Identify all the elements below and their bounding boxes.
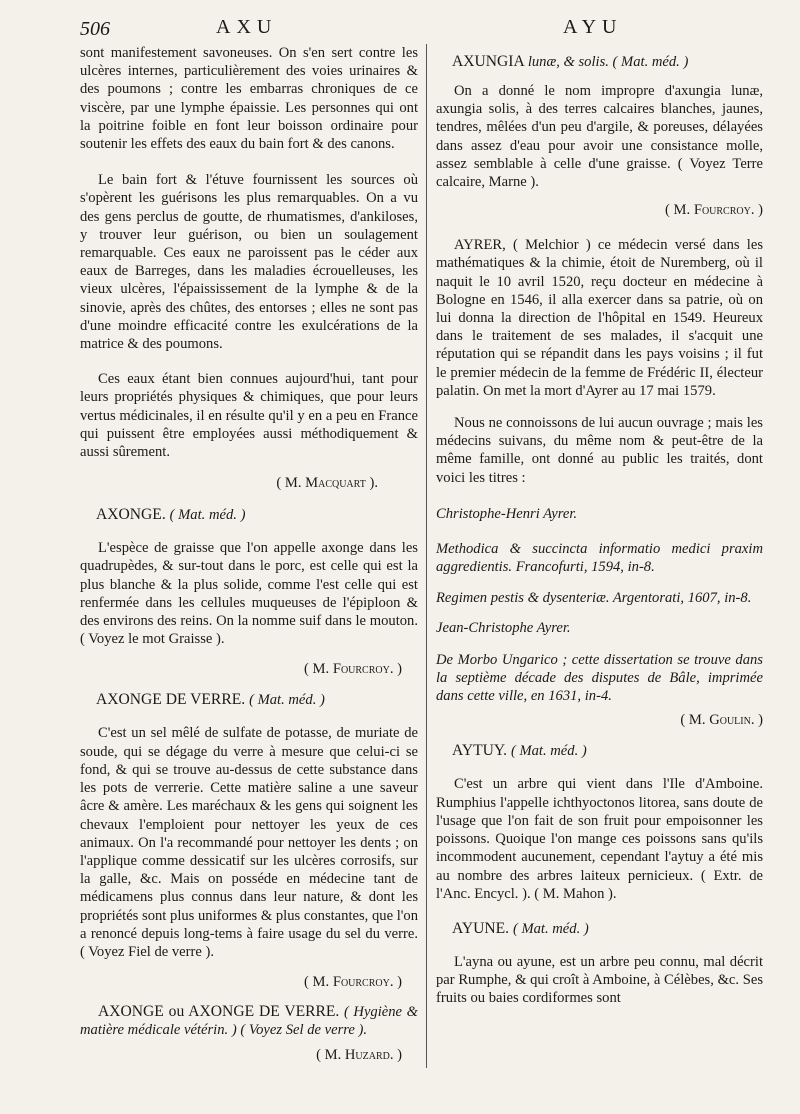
paragraph: L'espèce de graisse que l'on appelle axonge dans les quadrupèdes, & sur-tout dans le porc, est celle qui est la plus blanche & la plus solide, comme l'est celle qui est renfermée dans les cellules muqueuses de l'épiploon & des environs des reins. On la nomme suif dans le mouton. ( Voyez le mot Graisse ). (80, 540, 418, 648)
entry-heading: AXONGE. ( Mat. méd. ) (96, 506, 246, 524)
entry-heading: AYTUY. ( Mat. méd. ) (452, 742, 587, 760)
author-signature: ( M. Huzard. ) (316, 1046, 402, 1063)
work-title: De Morbo Ungarico ; cette dissertation se trouve dans la septième décade des disputes de Bâle, imprimée dans cette ville, en 1631, in-4. (436, 651, 763, 705)
work-title: Jean-Christophe Ayrer. (436, 619, 571, 636)
paragraph: C'est un arbre qui vient dans l'Ile d'Amboine. Rumphius l'appelle ichthyoctonos litorea, sans doute de l'usage que l'on fait de son fruit pour empoisonner les poissons. Quoique l'on mange ces poissons sans qu'ils incommodent aucunement, cependant l'aytuy a été mis au nombre des arbres laiteux pernicieux. ( Extr. de l'Anc. Encycl. ). ( M. Mahon ). (436, 776, 763, 902)
entry-heading: AXONGE DE VERRE. ( Mat. méd. ) (96, 691, 325, 709)
paragraph: Nous ne connoissons de lui aucun ouvrage ; mais les médecins suivans, du même nom & peut-être de la même famille, ont donné au public les traités, dont voici les titres : (436, 415, 763, 486)
paragraph: sont manifestement savoneuses. On s'en sert contre les ulcères internes, particulièrement des voies urinaires & des poumons ; contre les embarras chroniques de ce viscère, par une lymphe épaissie. Les personnes qui ont la poitrine foible en font leur boisson ordinaire pour soutenir les effets des eaux du bain fort & des canons. (80, 45, 418, 153)
author-signature: ( M. Macquart ). (276, 475, 378, 492)
author-signature: ( M. Fourcroy. ) (304, 661, 402, 678)
paragraph: C'est un sel mêlé de sulfate de potasse, de muriate de soude, qui se dégage du verre à mesure que celui-ci se fond, & qui se trouve au-dessus de cette substance dans les pots de verrerie. Cette matière saline a une saveur âcre & amère. Les maréchaux & les gens qui soignent les chevaux l'emploient pour nettoyer les yeux de ces animaux. On l'a recommandé pour nettoyer les dents ; on l'applique comme dessicatif sur les ulcères corrosifs, sur la galle, &c. Mais on posséde en médecine tant de médicamens plus connus dans leur nature, & dont les propriétés sont plus uniformes & plus constantes, que l'on a renoncé depuis long-tems à faire usage du sel du verre. ( Voyez Fiel de verre ). (80, 725, 418, 960)
author-signature: ( M. Fourcroy. ) (304, 974, 402, 991)
page-number: 506 (80, 18, 110, 40)
work-title: Regimen pestis & dysenteriæ. Argentorati, 1607, in-8. (436, 590, 752, 607)
paragraph: AYRER, ( Melchior ) ce médecin versé dans les mathématiques & la chimie, étoit de Nuremberg, où il naquit le 10 avril 1520, reçu docteur en médecine à Bologne en 1546, il alla exercer dans sa patrie, où on lui donna la direction de l'hôpital en 1549. Heureux dans le traitement de ses malades, il s'acquit une réputation qui se répandit dans les pays voisins ; il fut le premier médecin de la femme de Frédéric II, électeur palatin. On met la mort d'Ayrer au 17 mai 1579. (436, 237, 763, 399)
work-title: Methodica & succincta informatio medici praxim aggredientis. Francofurti, 1594, in-8. (436, 541, 763, 576)
paragraph: L'ayna ou ayune, est un arbre peu connu, mal décrit par Rumphe, & qui croît à Amboine, à Célèbes, &c. Ses fruits ou baies cordiformes sont (436, 953, 763, 1007)
running-head-left: AXU (216, 16, 278, 38)
column-rule (426, 44, 427, 1068)
work-title: Christophe-Henri Ayrer. (436, 505, 578, 522)
author-signature: ( M. Goulin. ) (680, 712, 763, 729)
paragraph: On a donné le nom impropre d'axungia lunæ, axungia solis, à des terres calcaires blanches, jaunes, tendres, mêlées d'un peu d'argile, & poreuses, délayées dans assez d'eau pour avoir une consistance molle, assez semblable à celle d'une graisse. ( Voyez Terre calcaire, Marne ). (436, 83, 763, 191)
left-column (80, 44, 418, 1064)
entry-heading: AXUNGIA lunæ, & solis. ( Mat. méd. ) (452, 53, 689, 70)
paragraph: Le bain fort & l'étuve fournissent les sources où s'opèrent les guérisons les plus remarquables. On a vu des gens perclus de goutte, de rhumatismes, d'ankiloses, y trouver leur guérison, ou bien un soulagement remarquable. Ces eaux ne paroissent pas le céder aux eaux de Barreges, dans les maladies écrouelleuses, les vieux ulcères, l'épaississement de la lymphe & de la sinovie, après des chûtes, des entorses ; elles ne sont pas d'une moindre efficacité contre les exulcérations de la matrice & des poumons. (80, 172, 418, 353)
entry-heading: AYUNE. ( Mat. méd. ) (452, 919, 589, 937)
paragraph: Ces eaux étant bien connues aujourd'hui, tant pour leurs propriétés physiques & chimiques, que pour leurs vertus médicinales, il en résulte qu'il y en a peu en France qui puissent être employées aussi méthodiquement & aussi sûrement. (80, 371, 418, 461)
running-head-right: AYU (563, 16, 623, 38)
right-column (436, 52, 763, 1008)
entry-heading: AXONGE ou AXONGE DE VERRE. ( Hygiène & matière médicale vétérin. ) ( Voyez Sel de verre ). (80, 1003, 418, 1039)
author-signature: ( M. Fourcroy. ) (665, 202, 763, 219)
